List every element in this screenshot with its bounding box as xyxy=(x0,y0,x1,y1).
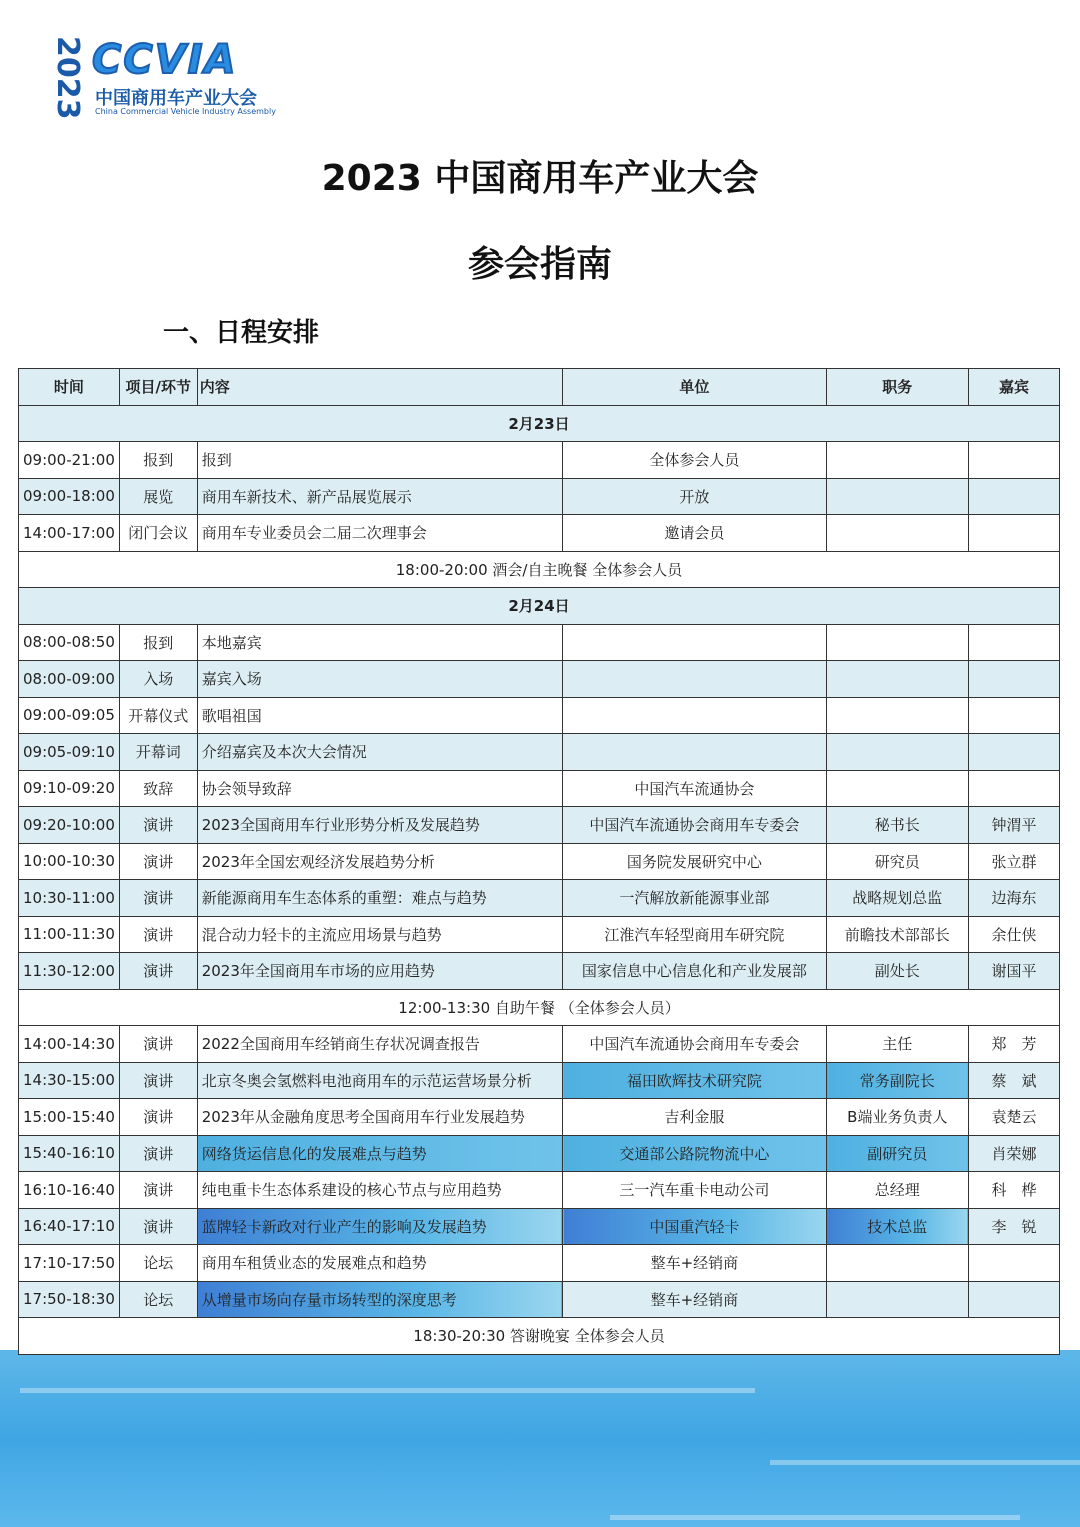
position-cell xyxy=(826,442,968,479)
guest-cell: 李 锐 xyxy=(969,1208,1060,1245)
table-row xyxy=(19,1026,1060,1063)
segment-cell: 演讲 xyxy=(119,1135,197,1172)
schedule-table xyxy=(18,368,1060,1355)
segment-cell: 演讲 xyxy=(119,1026,197,1063)
organization-cell xyxy=(563,734,826,771)
section-heading: 一、日程安排 xyxy=(163,318,320,348)
segment-cell: 闭门会议 xyxy=(119,515,197,552)
content-cell: 新能源商用车生态体系的重塑：难点与趋势 xyxy=(197,880,563,917)
table-row xyxy=(19,734,1060,771)
segment-cell: 开幕仪式 xyxy=(119,697,197,734)
table-row xyxy=(19,1099,1060,1136)
guest-cell xyxy=(969,1245,1060,1282)
time-cell: 08:00-08:50 xyxy=(19,624,120,661)
table-row xyxy=(19,1208,1060,1245)
date-row xyxy=(19,588,1060,625)
guest-cell: 袁楚云 xyxy=(969,1099,1060,1136)
organization-cell: 国务院发展研究中心 xyxy=(563,843,826,880)
position-cell xyxy=(826,1245,968,1282)
time-cell: 10:00-10:30 xyxy=(19,843,120,880)
table-row xyxy=(19,1245,1060,1282)
banner-row-text: 18:30-20:30 答谢晚宴 全体参会人员 xyxy=(19,1318,1060,1355)
time-cell: 14:00-14:30 xyxy=(19,1026,120,1063)
table-row xyxy=(19,770,1060,807)
banner-row xyxy=(19,1318,1060,1355)
time-cell: 15:00-15:40 xyxy=(19,1099,120,1136)
column-header: 项目/环节 xyxy=(119,369,197,406)
content-cell: 协会领导致辞 xyxy=(197,770,563,807)
segment-cell: 报到 xyxy=(119,624,197,661)
organization-cell: 邀请会员 xyxy=(563,515,826,552)
column-header: 内容 xyxy=(197,369,563,406)
segment-cell: 演讲 xyxy=(119,843,197,880)
time-cell: 09:00-21:00 xyxy=(19,442,120,479)
guest-cell xyxy=(969,478,1060,515)
column-header: 嘉宾 xyxy=(969,369,1060,406)
guest-cell: 边海东 xyxy=(969,880,1060,917)
content-cell: 从增量市场向存量市场转型的深度思考 xyxy=(197,1281,563,1318)
position-cell: 研究员 xyxy=(826,843,968,880)
content-cell: 报到 xyxy=(197,442,563,479)
time-cell: 09:20-10:00 xyxy=(19,807,120,844)
content-cell: 介绍嘉宾及本次大会情况 xyxy=(197,734,563,771)
content-cell: 歌唱祖国 xyxy=(197,697,563,734)
guest-cell xyxy=(969,770,1060,807)
content-cell: 商用车新技术、新产品展览展示 xyxy=(197,478,563,515)
guest-cell xyxy=(969,734,1060,771)
content-cell: 2023年全国商用车市场的应用趋势 xyxy=(197,953,563,990)
organization-cell: 中国汽车流通协会 xyxy=(563,770,826,807)
position-cell: 总经理 xyxy=(826,1172,968,1209)
time-cell: 08:00-09:00 xyxy=(19,661,120,698)
table-row xyxy=(19,661,1060,698)
table-row xyxy=(19,515,1060,552)
time-cell: 14:30-15:00 xyxy=(19,1062,120,1099)
segment-cell: 演讲 xyxy=(119,1062,197,1099)
segment-cell: 演讲 xyxy=(119,916,197,953)
table-row xyxy=(19,1281,1060,1318)
column-header: 时间 xyxy=(19,369,120,406)
position-cell: 前瞻技术部部长 xyxy=(826,916,968,953)
position-cell xyxy=(826,697,968,734)
logo-en: China Commercial Vehicle Industry Assembly xyxy=(95,107,276,116)
content-cell: 网络货运信息化的发展难点与趋势 xyxy=(197,1135,563,1172)
table-row xyxy=(19,953,1060,990)
time-cell: 16:10-16:40 xyxy=(19,1172,120,1209)
banner-row-text: 12:00-13:30 自助午餐 （全体参会人员） xyxy=(19,989,1060,1026)
position-cell: 战略规划总监 xyxy=(826,880,968,917)
content-cell: 北京冬奥会氢燃料电池商用车的示范运营场景分析 xyxy=(197,1062,563,1099)
date-row-text: 2月23日 xyxy=(19,405,1060,442)
table-row xyxy=(19,807,1060,844)
segment-cell: 演讲 xyxy=(119,807,197,844)
position-cell: 常务副院长 xyxy=(826,1062,968,1099)
position-cell xyxy=(826,1281,968,1318)
organization-cell xyxy=(563,624,826,661)
guest-cell: 钟渭平 xyxy=(969,807,1060,844)
column-header: 职务 xyxy=(826,369,968,406)
organization-cell: 整车+经销商 xyxy=(563,1245,826,1282)
table-row xyxy=(19,843,1060,880)
content-cell: 混合动力轻卡的主流应用场景与趋势 xyxy=(197,916,563,953)
content-cell: 2023年全国宏观经济发展趋势分析 xyxy=(197,843,563,880)
segment-cell: 报到 xyxy=(119,442,197,479)
guest-cell: 郑 芳 xyxy=(969,1026,1060,1063)
content-cell: 2023全国商用车行业形势分析及发展趋势 xyxy=(197,807,563,844)
organization-cell xyxy=(563,697,826,734)
logo-year: 2023 xyxy=(50,36,85,120)
organization-cell: 中国汽车流通协会商用车专委会 xyxy=(563,807,826,844)
organization-cell: 交通部公路院物流中心 xyxy=(563,1135,826,1172)
guest-cell xyxy=(969,624,1060,661)
table-row xyxy=(19,880,1060,917)
segment-cell: 论坛 xyxy=(119,1245,197,1282)
guest-cell xyxy=(969,442,1060,479)
segment-cell: 演讲 xyxy=(119,953,197,990)
organization-cell: 整车+经销商 xyxy=(563,1281,826,1318)
time-cell: 11:30-12:00 xyxy=(19,953,120,990)
table-row xyxy=(19,1062,1060,1099)
position-cell xyxy=(826,478,968,515)
organization-cell: 全体参会人员 xyxy=(563,442,826,479)
organization-cell: 一汽解放新能源事业部 xyxy=(563,880,826,917)
content-cell: 纯电重卡生态体系建设的核心节点与应用趋势 xyxy=(197,1172,563,1209)
organization-cell: 福田欧辉技术研究院 xyxy=(563,1062,826,1099)
table-header xyxy=(19,369,1060,406)
segment-cell: 展览 xyxy=(119,478,197,515)
table-row xyxy=(19,916,1060,953)
organization-cell xyxy=(563,661,826,698)
content-cell: 本地嘉宾 xyxy=(197,624,563,661)
banner-row xyxy=(19,989,1060,1026)
segment-cell: 演讲 xyxy=(119,1172,197,1209)
column-header: 单位 xyxy=(563,369,826,406)
time-cell: 09:10-09:20 xyxy=(19,770,120,807)
date-row-text: 2月24日 xyxy=(19,588,1060,625)
time-cell: 10:30-11:00 xyxy=(19,880,120,917)
guest-cell: 余仕侠 xyxy=(969,916,1060,953)
guest-cell xyxy=(969,697,1060,734)
content-cell: 嘉宾入场 xyxy=(197,661,563,698)
table-row xyxy=(19,478,1060,515)
position-cell xyxy=(826,734,968,771)
banner-row-text: 18:00-20:00 酒会/自主晚餐 全体参会人员 xyxy=(19,551,1060,588)
content-cell: 2023年从金融角度思考全国商用车行业发展趋势 xyxy=(197,1099,563,1136)
position-cell: 秘书长 xyxy=(826,807,968,844)
guest-cell xyxy=(969,661,1060,698)
position-cell: 副研究员 xyxy=(826,1135,968,1172)
table-row xyxy=(19,1135,1060,1172)
time-cell: 17:50-18:30 xyxy=(19,1281,120,1318)
organization-cell: 中国汽车流通协会商用车专委会 xyxy=(563,1026,826,1063)
organization-cell: 国家信息中心信息化和产业发展部 xyxy=(563,953,826,990)
page-title: 2023 中国商用车产业大会 xyxy=(321,158,759,199)
segment-cell: 开幕词 xyxy=(119,734,197,771)
time-cell: 17:10-17:50 xyxy=(19,1245,120,1282)
segment-cell: 演讲 xyxy=(119,1208,197,1245)
time-cell: 14:00-17:00 xyxy=(19,515,120,552)
footer-background xyxy=(0,1350,1080,1527)
segment-cell: 论坛 xyxy=(119,1281,197,1318)
segment-cell: 致辞 xyxy=(119,770,197,807)
table-row xyxy=(19,1172,1060,1209)
time-cell: 15:40-16:10 xyxy=(19,1135,120,1172)
banner-row xyxy=(19,551,1060,588)
table-row xyxy=(19,624,1060,661)
content-cell: 蓝牌轻卡新政对行业产生的影响及发展趋势 xyxy=(197,1208,563,1245)
position-cell xyxy=(826,515,968,552)
guest-cell: 肖荣娜 xyxy=(969,1135,1060,1172)
guest-cell: 蔡 斌 xyxy=(969,1062,1060,1099)
time-cell: 16:40-17:10 xyxy=(19,1208,120,1245)
organization-cell: 中国重汽轻卡 xyxy=(563,1208,826,1245)
segment-cell: 入场 xyxy=(119,661,197,698)
organization-cell: 开放 xyxy=(563,478,826,515)
logo-mark: CCVIA xyxy=(92,37,238,83)
organization-cell: 江淮汽车轻型商用车研究院 xyxy=(563,916,826,953)
segment-cell: 演讲 xyxy=(119,880,197,917)
position-cell: 副处长 xyxy=(826,953,968,990)
date-row xyxy=(19,405,1060,442)
logo-cn: 中国商用车产业大会 xyxy=(95,88,257,109)
time-cell: 09:00-18:00 xyxy=(19,478,120,515)
position-cell xyxy=(826,770,968,807)
table-row xyxy=(19,697,1060,734)
content-cell: 商用车租赁业态的发展难点和趋势 xyxy=(197,1245,563,1282)
position-cell: 技术总监 xyxy=(826,1208,968,1245)
guest-cell xyxy=(969,1281,1060,1318)
time-cell: 11:00-11:30 xyxy=(19,916,120,953)
guest-cell: 谢国平 xyxy=(969,953,1060,990)
position-cell xyxy=(826,624,968,661)
position-cell: 主任 xyxy=(826,1026,968,1063)
organization-cell: 三一汽车重卡电动公司 xyxy=(563,1172,826,1209)
time-cell: 09:05-09:10 xyxy=(19,734,120,771)
guest-cell xyxy=(969,515,1060,552)
table-row xyxy=(19,442,1060,479)
guest-cell: 张立群 xyxy=(969,843,1060,880)
position-cell xyxy=(826,661,968,698)
content-cell: 2022全国商用车经销商生存状况调查报告 xyxy=(197,1026,563,1063)
guest-cell: 科 桦 xyxy=(969,1172,1060,1209)
page-subtitle: 参会指南 xyxy=(467,244,612,285)
organization-cell: 吉利金服 xyxy=(563,1099,826,1136)
content-cell: 商用车专业委员会二届二次理事会 xyxy=(197,515,563,552)
time-cell: 09:00-09:05 xyxy=(19,697,120,734)
segment-cell: 演讲 xyxy=(119,1099,197,1136)
position-cell: B端业务负责人 xyxy=(826,1099,968,1136)
